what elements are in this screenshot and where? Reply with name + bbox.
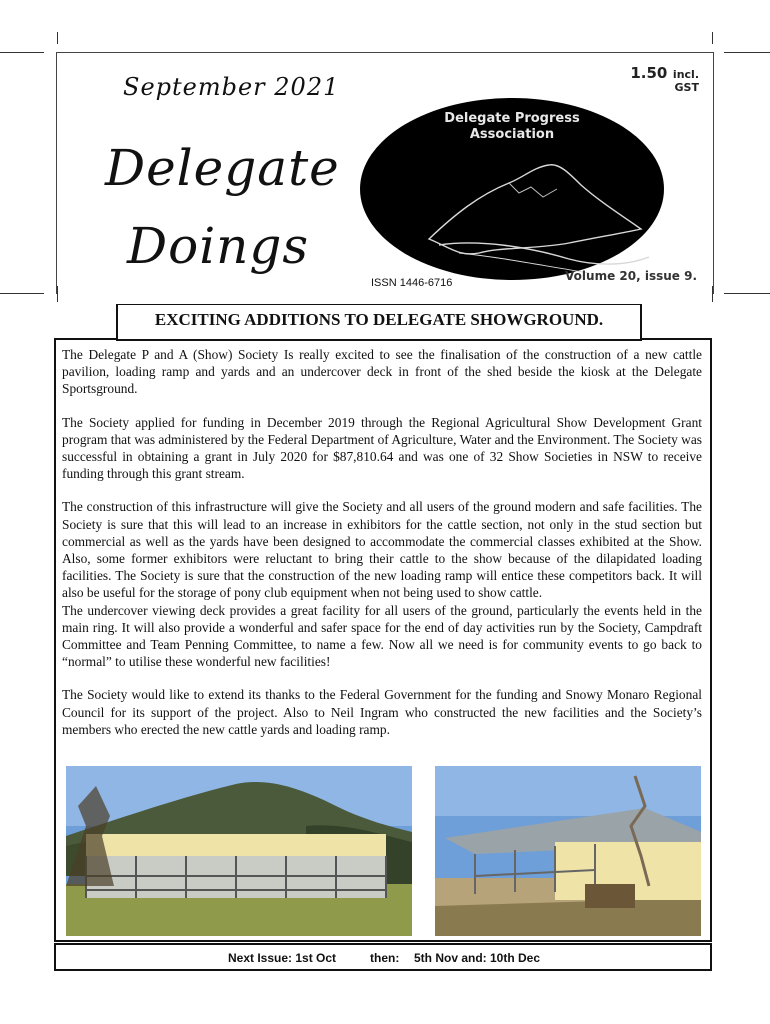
volume-issue: Volume 20, issue 9.	[565, 269, 697, 283]
article-paragraph: The Delegate P and A (Show) Society Is really excited to see the finalisation of the construction of a new cattle pavilion, loading ramp and yards and an undercover deck in front of the shed beside the kiosk at the Delegate Sportsground.	[62, 347, 702, 397]
cattle-pavilion-photo	[66, 766, 412, 936]
price-tag	[630, 63, 699, 94]
article-paragraph: The Society would like to extend its thanks to the Federal Government for the funding and Snowy Monaro Regional Council for its support of the project. Also to Neil Ingram who constructed the new facilities and the Society’s members who erected the new cattle yards and loading ramp.	[62, 687, 702, 737]
crop-mark	[0, 293, 44, 294]
next-issue-footer	[54, 943, 712, 971]
next-issue-date: Next Issue: 1st Oct	[228, 951, 337, 965]
logo-text-line2: Association	[469, 127, 555, 142]
price-tax: GST	[674, 81, 699, 94]
crop-mark	[724, 293, 770, 294]
article-box	[54, 338, 712, 942]
crop-mark	[57, 32, 58, 44]
masthead	[56, 52, 714, 294]
logo-text	[359, 111, 665, 143]
issue-date: September 2021	[123, 73, 340, 101]
issn: ISSN 1446-6716	[371, 277, 453, 289]
crop-mark	[0, 52, 44, 53]
crop-mark	[724, 52, 770, 53]
later-issue-dates: 5th Nov and: 10th Dec	[414, 951, 541, 965]
then-label: then:	[370, 951, 400, 965]
article-paragraph: The Society applied for funding in December 2019 through the Regional Agricultural Show Development Grant program that was administered by the Federal Department of Agriculture, Water and the Environment. The Society was successful in obtaining a grant in July 2020 for $87,810.64 and was one of 32 Show Societies in NSW to receive funding through this grant stream.	[62, 414, 702, 482]
logo-text-line1: Delegate Progress	[444, 111, 580, 126]
headline-box	[116, 304, 642, 341]
price-amount: 1.50	[630, 64, 668, 82]
crop-mark	[712, 32, 713, 44]
article-paragraph: The undercover viewing deck provides a great facility for all users of the ground, particularly the events held in the main ring. It will also provide a wonderful and safer space for the end of day activities run by the Society, Campdraft Committee and Team Penning Committee, to name a few. Now all we need is for community events to go back to “normal” to utilise these wonderful new facilities!	[62, 602, 702, 670]
newsletter-title-line2: Doings	[127, 217, 310, 275]
price-incl: incl.	[672, 68, 699, 81]
article-body	[62, 346, 702, 754]
article-headline: EXCITING ADDITIONS TO DELEGATE SHOWGROUND.	[154, 310, 604, 329]
newsletter-title-line1: Delegate	[105, 139, 340, 197]
viewing-deck-photo	[435, 766, 701, 936]
article-paragraph: The construction of this infrastructure will give the Society and all users of the ground modern and safe facilities. The Society is sure that this will lead to an increase in exhibitors for the cattle section, not only in the stud section but commercial as well as the yards have been designed to accommodate the commercial classes exhibited at the Show. Also, some former exhibitors were reluctant to bring their cattle to the show because of the dilapidated loading facilities. The Society is sure that the construction of the new loading ramp will entice these competitors back. It will also be useful for the storage of pony club equipment when not being used to show cattle.	[62, 499, 702, 601]
